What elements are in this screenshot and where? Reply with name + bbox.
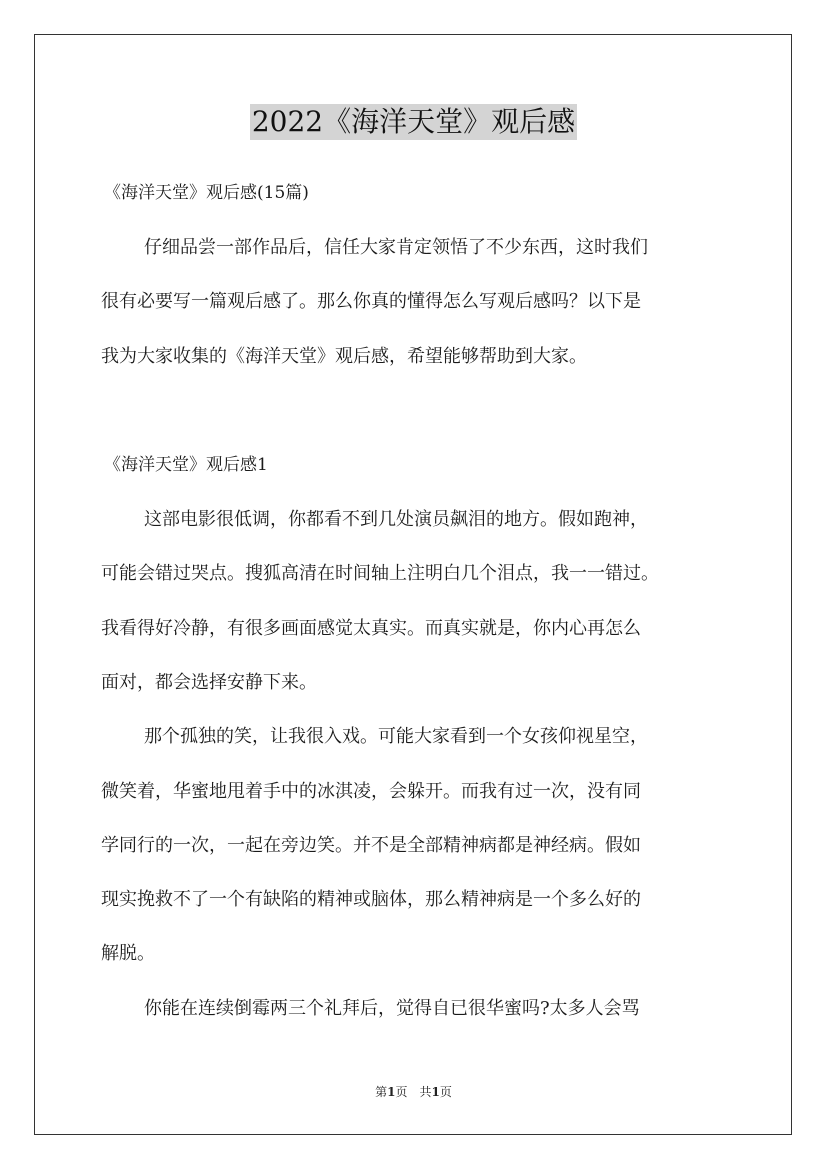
paragraph-line: 你能在连续倒霉两三个礼拜后，觉得自已很华蜜吗?太多人会骂	[144, 998, 640, 1019]
intro-line: 很有必要写一篇观后感了。那么你真的懂得怎么写观后感吗？以下是	[101, 291, 641, 312]
footer-total-pages: 1	[431, 1085, 440, 1099]
page-footer	[0, 1084, 827, 1100]
paragraph-line: 可能会错过哭点。搜狐高清在时间轴上注明白几个泪点，我一一错过。	[101, 563, 659, 584]
intro-line: 仔细品尝一部作品后，信任大家肯定领悟了不少东西，这时我们	[144, 237, 648, 258]
document-subtitle: 《海洋天堂》观后感(15篇)	[104, 183, 309, 203]
paragraph-line: 学同行的一次，一起在旁边笑。并不是全部精神病都是神经病。假如	[101, 835, 641, 856]
paragraph-line: 解脱。	[101, 943, 155, 964]
paragraph-line: 现实挽救不了一个有缺陷的精神或脑体，那么精神病是一个多么好的	[101, 889, 641, 910]
title-container	[0, 104, 827, 140]
intro-line: 我为大家收集的《海洋天堂》观后感，希望能够帮助到大家。	[101, 346, 587, 367]
footer-page-suffix: 页	[439, 1085, 452, 1099]
footer-page-prefix: 第	[375, 1085, 388, 1099]
footer-page-mid: 页 共	[395, 1085, 432, 1099]
paragraph-line: 面对，都会选择安静下来。	[101, 672, 317, 693]
paragraph-line: 那个孤独的笑，让我很入戏。可能大家看到一个女孩仰视星空，	[144, 726, 648, 747]
footer-page-number: 1	[387, 1085, 396, 1099]
paragraph-line: 我看得好冷静，有很多画面感觉太真实。而真实就是，你内心再怎么	[101, 618, 641, 639]
paragraph-line: 微笑着，华蜜地甩着手中的冰淇凌，会躲开。而我有过一次，没有同	[101, 781, 641, 802]
document-title: 2022《海洋天堂》观后感	[251, 105, 576, 138]
section-heading: 《海洋天堂》观后感1	[104, 455, 268, 475]
paragraph-line: 这部电影很低调，你都看不到几处演员飙泪的地方。假如跑神，	[144, 509, 648, 530]
